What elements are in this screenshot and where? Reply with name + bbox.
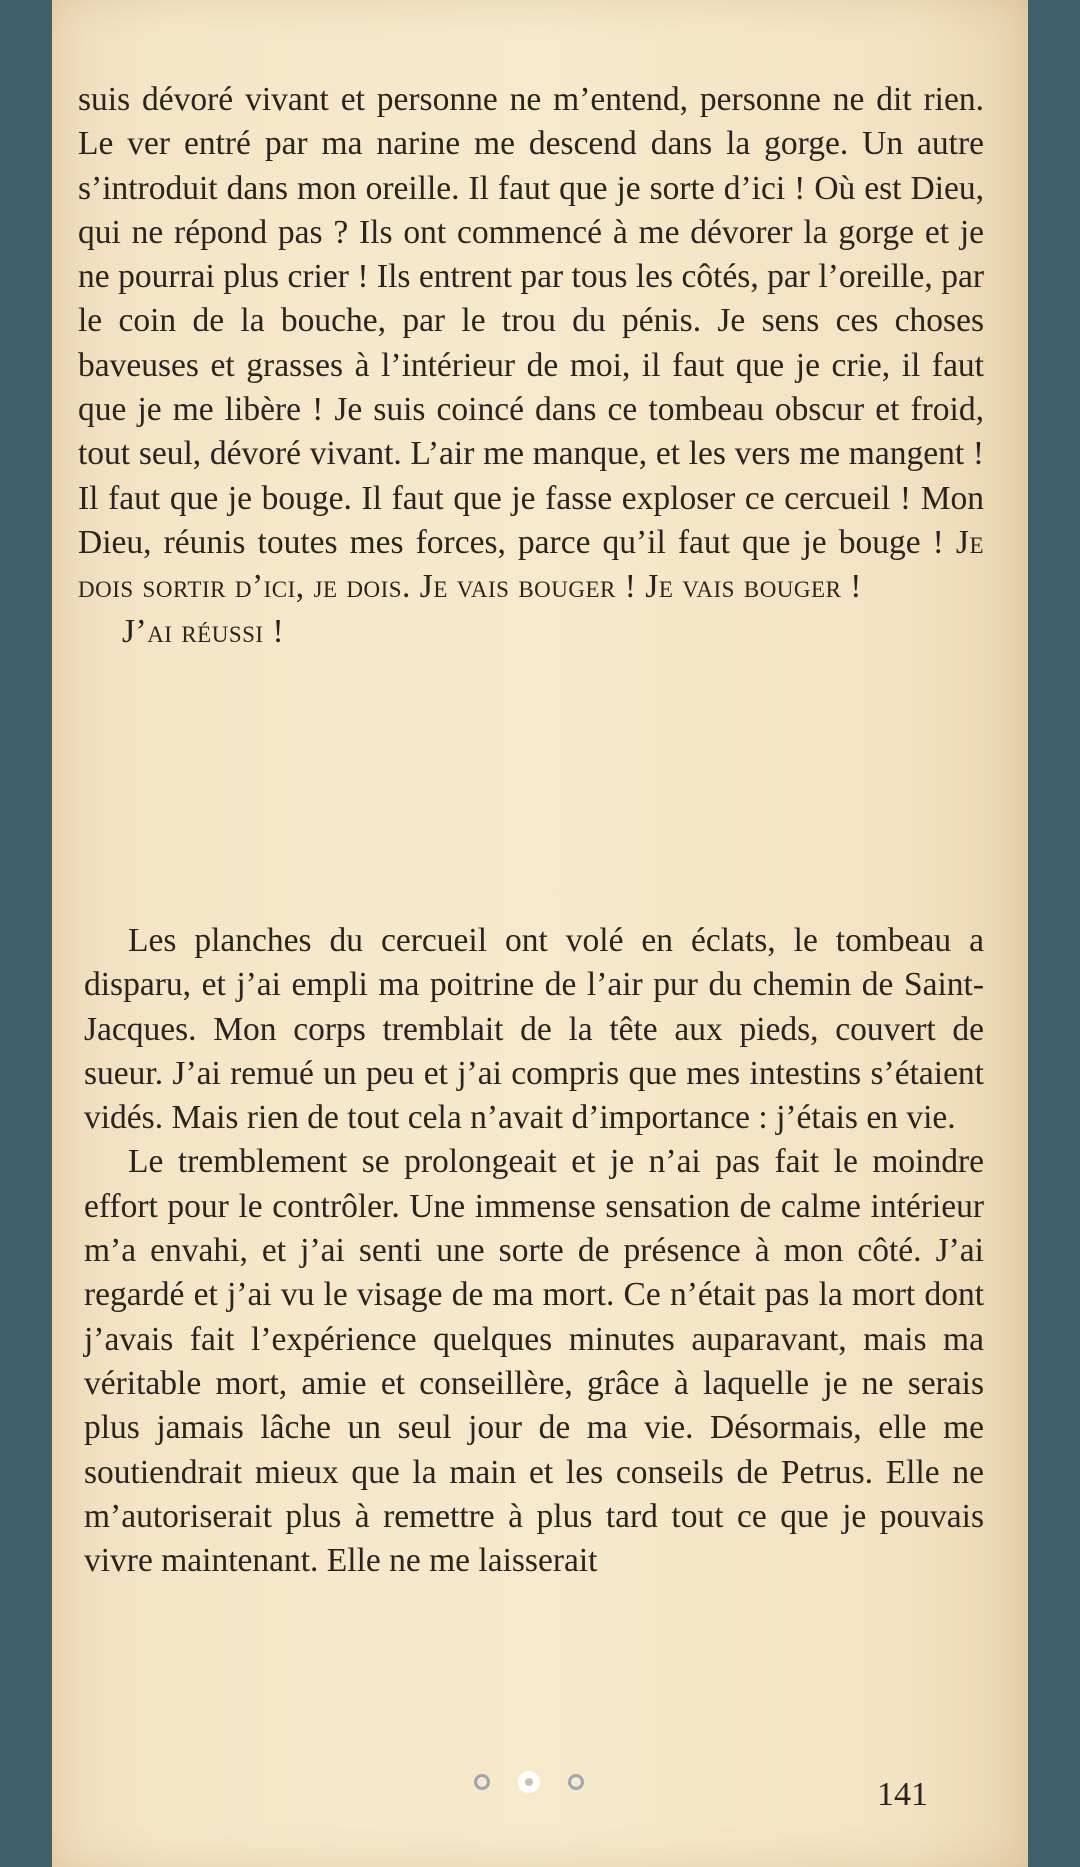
pager-dot-2-active[interactable] xyxy=(518,1771,540,1793)
paragraph-1-small-caps: Je dois sortir d’ici, je dois. Je vais bouger ! Je vais bouger ! xyxy=(78,523,984,606)
pager-dot-1[interactable] xyxy=(474,1774,490,1790)
paragraph-4: Le tremblement se prolongeait et je n’ai pas fait le moindre effort pour le contrôler. Une immense sensation de calme intérieur m’a envahi, et j’ai senti une sorte de présence à mon côté. J’ai regardé et j’ai vu le visage de ma mort. Ce n’était pas la mort dont j’avais fait l’expérience quelques minutes auparavant, mais ma véritable mort, amie et conseillère, grâce à laquelle je ne serais plus jamais lâche un seul jour de ma vie. Désormais, elle me soutiendrait mieux que la main et les conseils de Petrus. Elle ne m’autoriserait plus à remettre à plus tard tout ce que je pouvais vivre maintenant. Elle ne me laisserait xyxy=(84,1143,984,1580)
carousel-pager xyxy=(474,1771,584,1793)
paragraph-3: Les planches du cercueil ont volé en éclats, le tombeau a disparu, et j’ai empli ma poitrine de l’air pur du chemin de Saint-Jacques. Mon corps tremblait de la tête aux pieds, couvert de sueur. J’ai remué un peu et j’ai compris que mes intestins s’étaient vidés. Mais rien de tout cela n’avait d’importance : j’étais en vie. xyxy=(84,922,984,1137)
paragraph-2: J’ai réussi ! xyxy=(122,612,285,650)
text-block-top xyxy=(78,78,984,654)
pager-dot-3[interactable] xyxy=(568,1774,584,1790)
paragraph-1 xyxy=(78,78,984,610)
text-block-bottom xyxy=(84,919,984,1583)
page-number: 141 xyxy=(877,1776,928,1813)
paragraph-1-text: suis dévoré vivant et personne ne m’entend, personne ne dit rien. Le ver entré par ma narine me descend dans la gorge. Un autre s’introduit dans mon oreille. Il faut que je sorte d’ici ! Où est Dieu, qui ne répond pas ? Ils ont commencé à me dévorer la gorge et je ne pourrai plus crier ! Ils entrent par tous les côtés, par l’oreille, par le coin de la bouche, par le trou du pénis. Je sens ces choses baveuses et grasses à l’intérieur de moi, il faut que je crie, il faut que je me libère ! Je suis coincé dans ce tombeau obscur et froid, tout seul, dévoré vivant. L’air me manque, et les vers me mangent ! Il faut que je bouge. Il faut que je fasse exploser ce cercueil ! Mon Dieu, réunis toutes mes forces, parce qu’il faut que je bouge ! xyxy=(78,81,984,561)
book-page-image[interactable] xyxy=(52,0,1028,1867)
